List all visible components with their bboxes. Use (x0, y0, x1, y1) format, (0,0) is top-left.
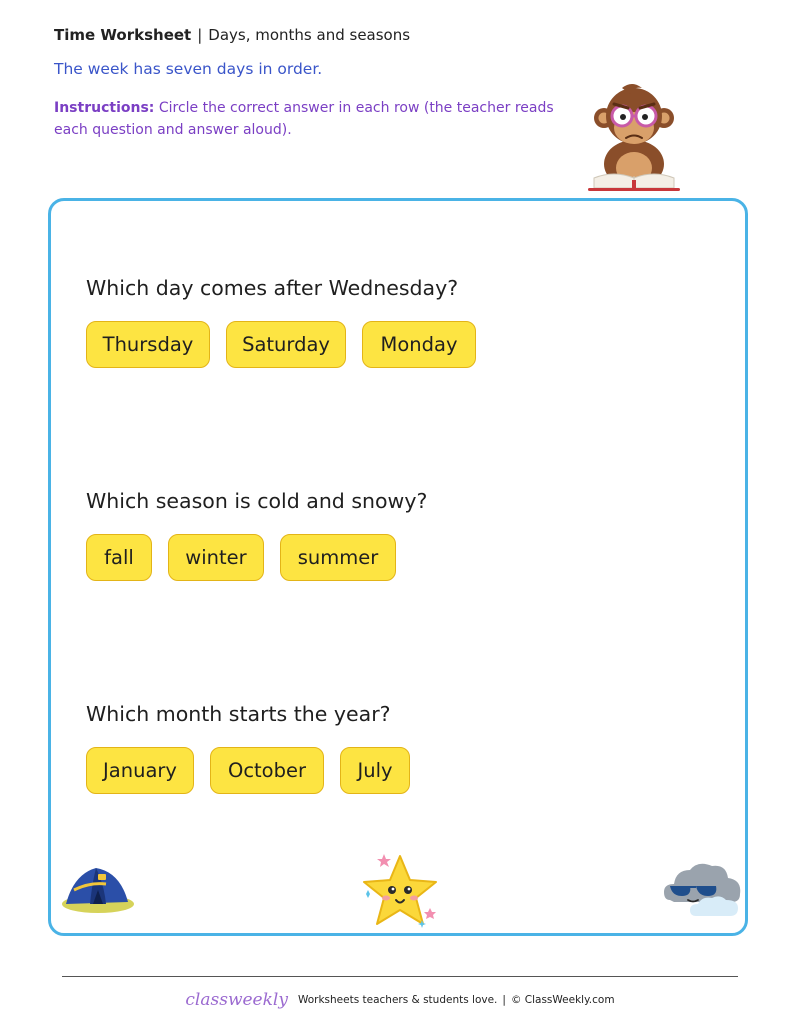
option-q2-c[interactable]: summer (280, 534, 396, 581)
worksheet-topic: Days, months and seasons (208, 26, 411, 44)
question-1-text: Which day comes after Wednesday? (86, 276, 459, 300)
option-q1-b[interactable]: Saturday (226, 321, 346, 368)
tent-icon (60, 860, 136, 916)
monkey-reading-icon (582, 82, 686, 194)
option-q2-a[interactable]: fall (86, 534, 152, 581)
footer-tagline: Worksheets teachers & students love. (297, 994, 498, 1006)
footer-divider (62, 976, 738, 977)
question-2-text: Which season is cold and snowy? (86, 489, 428, 513)
header-separator: | (197, 26, 203, 44)
option-q1-a[interactable]: Thursday (86, 321, 210, 368)
question-1-options (86, 321, 476, 368)
footer-copyright: © ClassWeekly.com (510, 994, 615, 1006)
star-icon (356, 850, 444, 932)
instructions-text: Circle the correct answer in each row (the teacher reads each question and answer aloud). (54, 100, 554, 138)
cloud-sunglasses-icon (662, 856, 746, 922)
question-2-options (86, 534, 396, 581)
worksheet-header (54, 26, 410, 44)
option-q1-c[interactable]: Monday (362, 321, 476, 368)
question-3-options (86, 747, 410, 794)
instructions (54, 97, 574, 141)
brand-logo: classweekly (185, 990, 288, 1010)
footer (0, 990, 800, 1010)
option-q3-b[interactable]: October (210, 747, 324, 794)
option-q2-b[interactable]: winter (168, 534, 264, 581)
option-q3-a[interactable]: January (86, 747, 194, 794)
option-q3-c[interactable]: July (340, 747, 410, 794)
question-3-text: Which month starts the year? (86, 702, 391, 726)
worksheet-title: Time Worksheet (54, 26, 192, 44)
footer-separator: | (502, 994, 506, 1006)
instructions-label: Instructions: (54, 100, 155, 116)
worksheet-subtitle: The week has seven days in order. (54, 60, 323, 78)
